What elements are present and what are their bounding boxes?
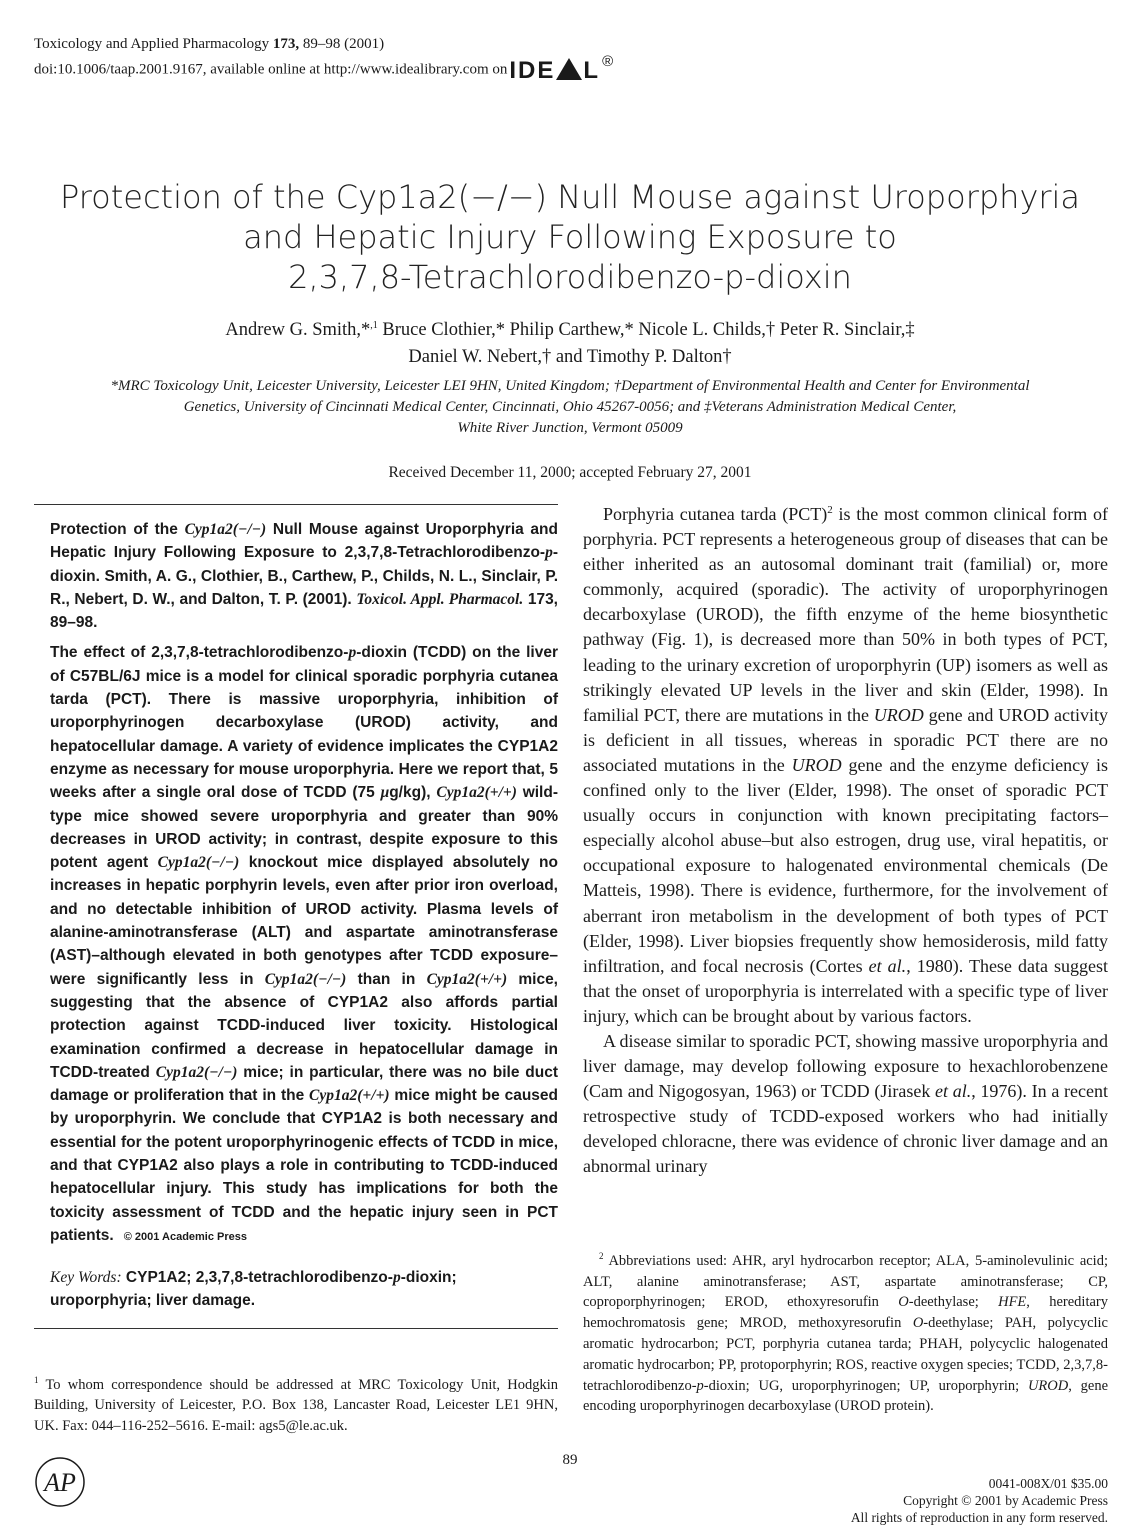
- affiliation-line-2: Genetics, University of Cincinnati Medical Center, Cincinnati, Ohio 45267-0056; and ‡Veterans Administration Medical Center,: [183, 399, 957, 415]
- article-title: [0, 177, 1140, 297]
- issn-price: 0041-008X/01 $35.00: [988, 1476, 1108, 1491]
- journal-pages: 89–98 (2001): [302, 36, 385, 52]
- footnote-2: $^2$ Abbreviations used: AHR, aryl hydrocarbon receptor; ALA, 5-aminolevulinic acid; ALT, alanine aminotransferase; AST, aspartate aminotransferase; CP, coproporphyrinogen; EROD, ethoxyresorufin O-deethylase; HFE, hereditary hemochromatosis gene; MROD, methoxyresorufin O-deethylase; PAH, polycyclic aromatic hydrocarbon; PCT, porphyria cutanea tarda; PHAH, polycyclic halogenated aromatic hydrocarbon; PP, protoporphyrin; ROS, reactive oxygen species; TCDD, 2,3,7,8-tetrachlorodibenzo-p-dioxin; UG, uroporphyrinogen; UP, uroporphyrin; UROD, gene encoding uroporphyrinogen decarboxylase (UROD protein).: [583, 1251, 1109, 1415]
- copyright-block: [851, 1475, 1108, 1526]
- abstract-body: The effect of 2,3,7,8-tetrachlorodibenzo-p-dioxin (TCDD) on the liver of C57BL/6J mice is a model for clinical sporadic porphyria cutanea tarda (PCT). There is massive uroporphyria, inhibition of uroporphyrinogen decarboxylase (UROD) activity, and hepatocellular damage. A variety of evidence implicates the CYP1A2 enzyme as necessary for mouse uroporphyria. Here we report that, 5 weeks after a single oral dose of TCDD (75 μg/kg), Cyp1a2(+/+) wild-type mice showed severe uroporphyria and greater than 90% decreases in UROD activity; in contrast, despite exposure to this potent agent Cyp1a2(−/−) knockout mice displayed absolutely no increases in hepatic porphyrin levels, even after prior iron overload, and no detectable inhibition of UROD activity. Plasma levels of alanine-aminotransferase (ALT) and aspartate aminotransferase (AST)–although elevated in both genotypes after TCDD exposure–were significantly less in Cyp1a2(−/−) than in Cyp1a2(+/+) mice, suggesting that the absence of CYP1A2 also affords partial protection against TCDD-induced liver toxicity. Histological examination confirmed a decrease in hepatocellular damage in TCDD-treated Cyp1a2(−/−) mice; in particular, there was no bile duct damage or proliferation that in the Cyp1a2(+/+) mice might be caused by uroporphyrin. We conclude that CYP1A2 is both necessary and essential for the potent uroporphyrinogenic effects of TCDD in mice, and that CYP1A2 also plays a role in contributing to TCDD-induced hepatocellular injury. This study has implications for both the toxicity assessment of TCDD and the hepatic injury seen in PCT patients. © 2001 Academic Press: [50, 644, 558, 1244]
- ideal-logo: IDE L ®: [509, 53, 616, 84]
- author-line-2: Daniel W. Nebert,† and Timothy P. Dalton†: [408, 347, 732, 368]
- received-date: Received December 11, 2000; accepted February 27, 2001: [388, 464, 752, 481]
- affiliation-line-3: White River Junction, Vermont 05009: [457, 420, 683, 436]
- ap-logo-text: AP: [44, 1468, 76, 1497]
- academic-press-logo-icon: [34, 1456, 86, 1508]
- author-line-1: Andrew G. Smith,*$^{,1}$ Bruce Clothier,* Philip Carthew,* Nicole L. Childs,† Peter R. Sinclair,‡: [225, 320, 915, 341]
- footnote-1: $^1$ To whom correspondence should be addressed at MRC Toxicology Unit, Hodgkin Building, University of Leicester, P.O. Box 138, Lancaster Road, Leicester LE1 9HN, UK. Fax: 044–116-252–5616. E-mail: ags5@le.ac.uk.: [34, 1375, 558, 1434]
- copyright-line: Copyright © 2001 by Academic Press: [903, 1493, 1108, 1508]
- rights-line: All rights of reproduction in any form reserved.: [850, 1510, 1108, 1525]
- title-line-3: 2,3,7,8-Tetrachlorodibenzo-p-dioxin: [288, 258, 852, 296]
- affiliation-line-1: *MRC Toxicology Unit, Leicester University, Leicester LEI 9HN, United Kingdom; †Department of Environmental Health and Center for Environmental: [110, 378, 1030, 394]
- key-words: Key Words: CYP1A2; 2,3,7,8-tetrachlorodibenzo-p-dioxin; uroporphyria; liver damage.: [50, 1269, 457, 1309]
- ideal-triangle-icon: [556, 58, 582, 80]
- journal-volume: 173,: [272, 36, 300, 52]
- doi-line: [34, 55, 615, 85]
- affiliations: [40, 376, 1100, 439]
- journal-name: Toxicology and Applied Pharmacology: [34, 36, 270, 52]
- abstract-citation: Protection of the Cyp1a2(−/−) Null Mouse against Uroporphyria and Hepatic Injury Following Exposure to 2,3,7,8-Tetrachlorodibenzo-p-dioxin. Smith, A. G., Clothier, B., Carthew, P., Childs, N. L., Sinclair, P. R., Nebert, D. W., and Dalton, T. P. (2001). Toxicol. Appl. Pharmacol. 173, 89–98.: [50, 521, 558, 632]
- author-list: [0, 312, 1140, 371]
- body-paragraph-2: A disease similar to sporadic PCT, showing massive uroporphyria and liver damage, may develop following exposure to hexachlorobenzene (Cam and Nigogosyan, 1963) or TCDD (Jirasek et al., 1976). In a recent retrospective study of TCDD-exposed workers who had initially developed chloracne, there was evidence of chronic liver damage and an abnormal urinary: [583, 1030, 1108, 1177]
- journal-header: [34, 34, 615, 85]
- abstract-top-rule: [34, 504, 558, 505]
- title-line-1: Protection of the Cyp1a2(−/−) Null Mouse against Uroporphyria: [59, 178, 1081, 216]
- body-paragraph-1: Porphyria cutanea tarda (PCT)$^2$ is the most common clinical form of porphyria. PCT represents a heterogeneous group of diseases that can be either inherited as an autosomal dominant trait (familial) or, more commonly, acquired (sporadic). The activity of uroporphyrinogen decarboxylase (UROD), the fifth enzyme of the heme biosynthetic pathway (Fig. 1), is decreased more than 50% in both types of PCT, leading to the urinary excretion of uroporphyrin (UP) isomers as well as strikingly elevated UP levels in the liver and skin (Elder, 1998). In familial PCT, there are mutations in the UROD gene and UROD activity is deficient in all tissues, whereas in sporadic PCT there are no associated mutations in the UROD gene and the enzyme deficiency is confined only to the liver (Elder, 1998). The onset of sporadic PCT usually occurs in conjunction with known precipitating factors–especially alcohol abuse–but also estrogen, drug use, viral hepatitis, or occupational exposure to halogenated environmental chemicals (De Matteis, 1998). There is evidence, furthermore, for the involvement of aberrant iron metabolism in the development of both types of PCT (Elder, 1998). Liver biopsies frequently show hemosiderosis, mild fatty infiltration, and focal necrosis (Cortes et al., 1980). These data suggest that the onset of uroporphyria is interrelated with a specific type of liver injury, which can be brought about by various factors.: [583, 504, 1109, 1026]
- abstract-bottom-rule: [34, 1328, 558, 1329]
- abstract: [50, 518, 558, 1249]
- page-number: 89: [562, 1452, 578, 1468]
- body-text: [583, 498, 1108, 1180]
- abstract-copyright: © 2001 Academic Press: [123, 1230, 248, 1243]
- doi-text: doi:10.1006/taap.2001.9167, available online at http://www.idealibrary.com on: [34, 61, 508, 78]
- title-line-2: and Hepatic Injury Following Exposure to: [243, 218, 897, 256]
